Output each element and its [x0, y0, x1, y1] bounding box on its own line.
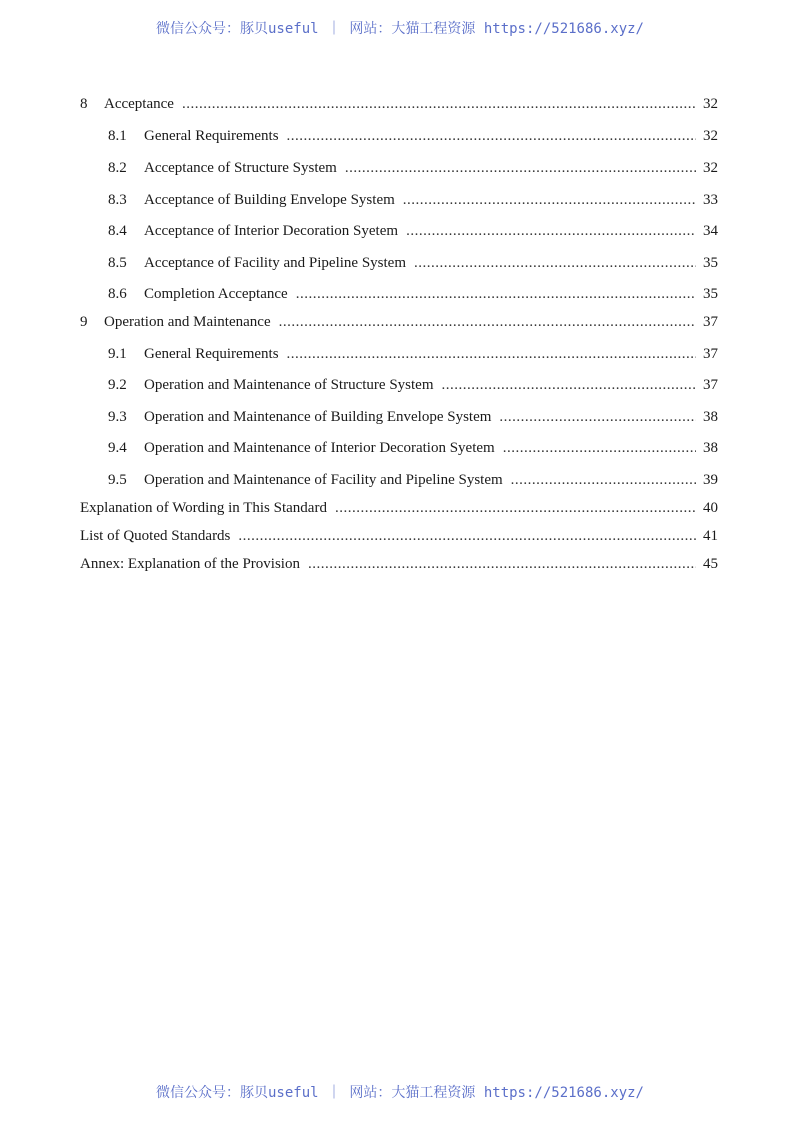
- toc-entry[interactable]: [80, 554, 718, 574]
- toc-title: General Requirements: [144, 128, 279, 144]
- toc-number: 9.4: [108, 440, 127, 456]
- toc-number: 9.3: [108, 409, 127, 425]
- toc-number: 9.1: [108, 346, 127, 362]
- toc-number: 8.5: [108, 255, 127, 271]
- toc-title: Acceptance: [104, 96, 174, 112]
- toc-entry[interactable]: [108, 344, 718, 364]
- toc-title: Acceptance of Building Envelope System: [144, 192, 395, 208]
- toc-page: 32: [703, 96, 718, 112]
- toc-number: 8.4: [108, 223, 127, 239]
- toc-title: General Requirements: [144, 346, 279, 362]
- toc-page: 32: [703, 128, 718, 144]
- toc-title: Operation and Maintenance of Building Envelope System: [144, 409, 492, 425]
- toc-number: 9.5: [108, 472, 127, 488]
- toc-number: 8.6: [108, 286, 127, 302]
- toc-number: 8.3: [108, 192, 127, 208]
- toc-page: 37: [703, 314, 718, 330]
- dot-leader: [414, 253, 696, 273]
- dot-leader: [296, 284, 696, 304]
- toc-page: 38: [703, 440, 718, 456]
- toc-page: 37: [703, 377, 718, 393]
- header-watermark: 微信公众号：豚贝useful ｜ 网站：大猫工程资源 https://521686.xyz/: [155, 21, 644, 37]
- dot-leader: [182, 94, 696, 114]
- dot-leader: [406, 221, 696, 241]
- dot-leader: [287, 344, 696, 364]
- toc-page: 33: [703, 192, 718, 208]
- toc-number: 9.2: [108, 377, 127, 393]
- toc-title: Operation and Maintenance of Interior Decoration Syetem: [144, 440, 495, 456]
- toc-title: Annex: Explanation of the Provision: [80, 556, 300, 572]
- toc-entry[interactable]: [108, 221, 718, 241]
- toc-page: 45: [703, 556, 718, 572]
- toc-number: 9: [80, 314, 88, 330]
- toc-title: Acceptance of Facility and Pipeline System: [144, 255, 407, 271]
- toc-entry[interactable]: [80, 526, 718, 546]
- toc-entry[interactable]: [80, 498, 718, 518]
- toc-entry[interactable]: [108, 253, 718, 273]
- toc-page: 32: [703, 160, 718, 176]
- dot-leader: [308, 554, 696, 574]
- toc-page: 34: [703, 223, 718, 239]
- toc-entry[interactable]: [80, 94, 718, 114]
- dot-leader: [403, 190, 696, 210]
- toc-page: 39: [703, 472, 718, 488]
- toc-entry[interactable]: [108, 470, 718, 490]
- toc-page: 38: [703, 409, 718, 425]
- toc-entry[interactable]: [108, 375, 718, 395]
- toc-page: 35: [703, 255, 718, 271]
- toc-page: 37: [703, 346, 718, 362]
- dot-leader: [238, 526, 696, 546]
- toc-entry[interactable]: [80, 312, 718, 332]
- footer-watermark: 微信公众号：豚贝useful ｜ 网站：大猫工程资源 https://521686.xyz/: [155, 1085, 644, 1101]
- toc-entry[interactable]: [108, 407, 718, 427]
- toc-page: 41: [703, 528, 718, 544]
- toc-title: Explanation of Wording in This Standard: [80, 500, 327, 516]
- toc-title: Acceptance of Interior Decoration Syetem: [144, 223, 399, 239]
- toc-number: 8: [80, 96, 88, 112]
- toc-title: Operation and Maintenance of Facility and Pipeline System: [144, 472, 503, 488]
- toc-entry[interactable]: [108, 438, 718, 458]
- toc-page: 35: [703, 286, 718, 302]
- dot-leader: [499, 407, 696, 427]
- dot-leader: [442, 375, 697, 395]
- toc-title: List of Quoted Standards: [80, 528, 231, 544]
- dot-leader: [279, 312, 696, 332]
- toc-entry[interactable]: [108, 284, 718, 304]
- toc-entry[interactable]: [108, 126, 718, 146]
- dot-leader: [335, 498, 696, 518]
- dot-leader: [511, 470, 696, 490]
- toc-page: 40: [703, 500, 718, 516]
- toc-title: Operation and Maintenance: [104, 314, 271, 330]
- toc-title: Operation and Maintenance of Structure System: [144, 377, 434, 393]
- toc-title: Acceptance of Structure System: [144, 160, 337, 176]
- toc-entry[interactable]: [108, 158, 718, 178]
- dot-leader: [503, 438, 696, 458]
- dot-leader: [345, 158, 696, 178]
- dot-leader: [287, 126, 696, 146]
- toc-entry[interactable]: [108, 190, 718, 210]
- toc-title: Completion Acceptance: [144, 286, 288, 302]
- toc-number: 8.1: [108, 128, 127, 144]
- toc-number: 8.2: [108, 160, 127, 176]
